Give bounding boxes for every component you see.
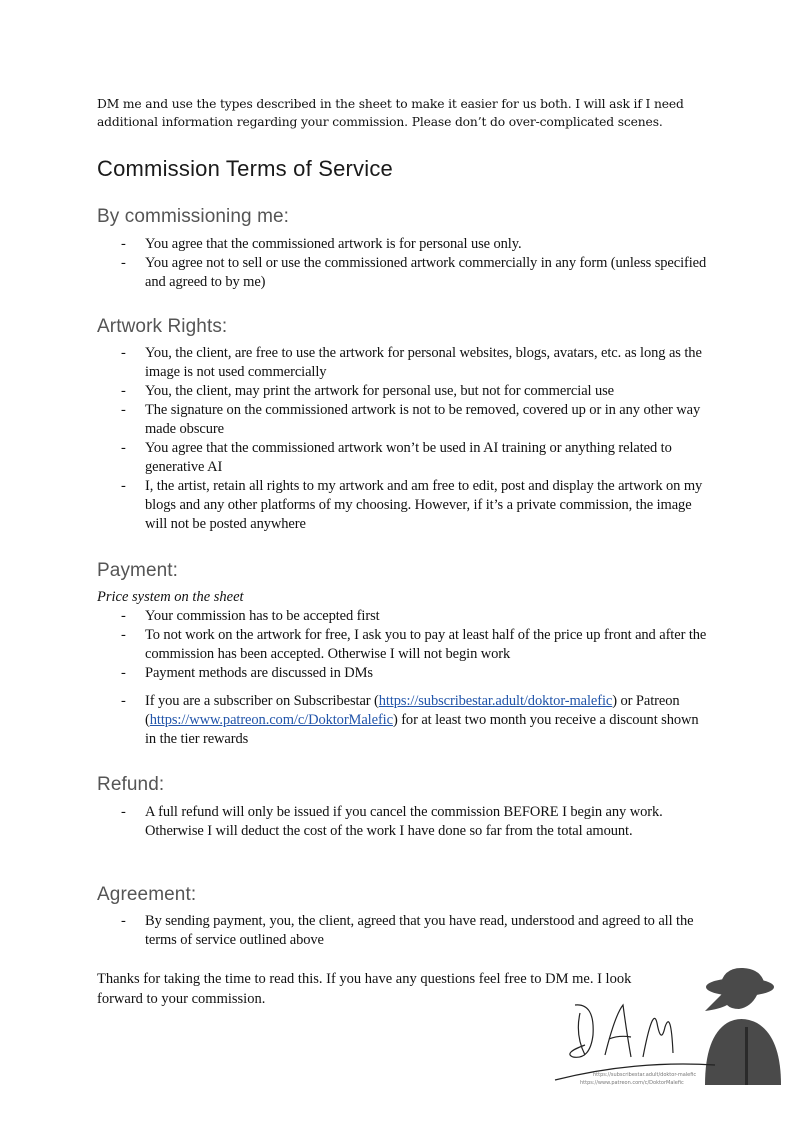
list-item-subscriber bbox=[97, 692, 707, 749]
outro-line-1: Thanks for taking the time to read this. If you have any questions feel free to DM me. I look bbox=[97, 971, 632, 987]
subscriber-text-pre: If you are a subscriber on Subscribestar ( bbox=[145, 693, 379, 709]
patreon-link[interactable]: https://www.patreon.com/c/DoktorMalefic bbox=[149, 712, 393, 728]
intro-paragraph bbox=[97, 95, 697, 131]
list-item: - Your commission has to be accepted first bbox=[97, 607, 707, 626]
list-payment bbox=[97, 607, 707, 749]
list-item: - You, the client, are free to use the artwork for personal websites, blogs, avatars, etc. as long as the image is not used commercially bbox=[97, 344, 707, 382]
heading-artwork-rights: Artwork Rights: bbox=[97, 316, 228, 337]
list-item: - You, the client, may print the artwork for personal use, but not for commercial use bbox=[97, 382, 707, 401]
list-item: - You agree that the commissioned artwork won’t be used in AI training or anything related to generative AI bbox=[97, 439, 707, 477]
signature-url-1: https://subscribestar.adult/doktor-malefic bbox=[593, 1072, 697, 1078]
signature-strokes-icon bbox=[555, 1005, 715, 1080]
intro-line-1: DM me and use the types described in the sheet to make it easier for us both. I will ask if I need bbox=[97, 97, 684, 111]
heading-refund: Refund: bbox=[97, 774, 165, 795]
list-item: - To not work on the artwork for free, I ask you to pay at least half of the price up front and after the commission has been accepted. Otherwise I will not begin work bbox=[97, 626, 707, 664]
list-item: - You agree not to sell or use the commissioned artwork commercially in any form (unless specified and agreed to by me) bbox=[97, 254, 707, 292]
list-item: - A full refund will only be issued if you cancel the commission BEFORE I begin any work. Otherwise I will deduct the cost of the work I have done so far from the total amount. bbox=[97, 803, 707, 841]
subscriber-text-post: ) for at least two month you receive a discount shown in the tier rewards bbox=[145, 712, 699, 747]
subscriber-text-mid: ) or Patreon ( bbox=[145, 693, 680, 728]
artist-signature-logo bbox=[545, 965, 785, 1095]
list-commissioning bbox=[97, 235, 707, 292]
list-item: - I, the artist, retain all rights to my artwork and am free to edit, post and display the artwork on my blogs and any other platforms of my choosing. However, if it’s a private commission, the image will not be posted anywhere bbox=[97, 477, 707, 534]
heading-agreement: Agreement: bbox=[97, 884, 197, 905]
plague-doctor-silhouette-icon bbox=[705, 968, 781, 1085]
page-title: Commission Terms of Service bbox=[97, 156, 393, 181]
list-refund bbox=[97, 803, 707, 841]
list-artwork-rights bbox=[97, 344, 707, 534]
list-item: - The signature on the commissioned artwork is not to be removed, covered up or in any other way made obscure bbox=[97, 401, 707, 439]
list-item: - You agree that the commissioned artwork is for personal use only. bbox=[97, 235, 707, 254]
list-agreement bbox=[97, 912, 707, 950]
heading-payment: Payment: bbox=[97, 560, 179, 581]
outro-line-2: forward to your commission. bbox=[97, 991, 266, 1007]
intro-line-2: additional information regarding your commission. Please don’t do over-complicated scenes. bbox=[97, 115, 663, 129]
price-note: Price system on the sheet bbox=[97, 589, 244, 605]
signature-url-2: https://www.patreon.com/c/DoktorMalefic bbox=[580, 1080, 684, 1086]
heading-commissioning: By commissioning me: bbox=[97, 206, 290, 227]
list-item: - Payment methods are discussed in DMs bbox=[97, 664, 707, 683]
list-item: - By sending payment, you, the client, agreed that you have read, understood and agreed to all the terms of service outlined above bbox=[97, 912, 707, 950]
subscribestar-link[interactable]: https://subscribestar.adult/doktor-malefic bbox=[378, 693, 613, 709]
